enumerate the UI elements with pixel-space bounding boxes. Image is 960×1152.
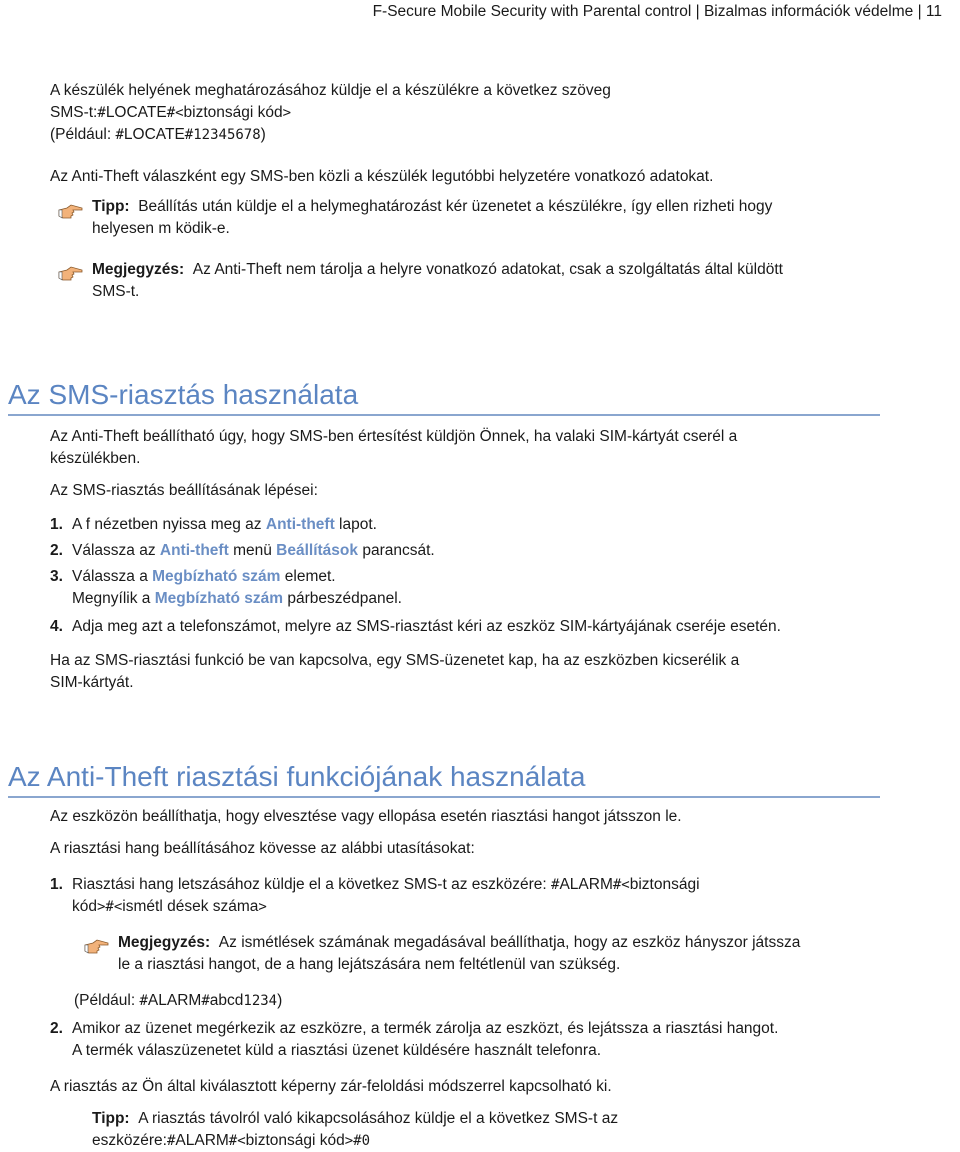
note-location-data: Megjegyzés: Az Anti-Theft nem tárolja a helyre vonatkozó adatokat, csak a szolgáltatás által küldött SMS-t. bbox=[92, 261, 783, 300]
step-item: 1. Riasztási hang letszásához küldje el a következ SMS-t az eszközére: #ALARM#<biztonsági kód>#<ismétl dések száma> bbox=[50, 876, 700, 915]
section-divider bbox=[8, 796, 880, 798]
tip-setup-check: Tipp: Beállítás után küldje el a helymeghatározást kér üzenetet a készülékre, így ellen rizheti hogy helyesen m ködik-e. bbox=[92, 198, 773, 237]
step-item: 3. Válassza a Megbízható szám elemet. Megnyílik a Megbízható szám párbeszédpanel. bbox=[50, 568, 402, 607]
section-title-sms-alert: Az SMS-riasztás használata bbox=[8, 379, 359, 410]
step-item: 2. Amikor az üzenet megérkezik az eszközre, a termék zárolja az eszközt, és lejátssza a riasztási hangot. A termék válaszüzenetet küld a riasztási üzenet küldésére használt telefonra. bbox=[50, 1020, 779, 1059]
pointing-hand-icon bbox=[84, 938, 110, 956]
section-title-alarm: Az Anti-Theft riasztási funkciójának használata bbox=[8, 761, 586, 792]
note-repeat-count: Megjegyzés: Az ismétlések számának megadásával beállíthatja, hogy az eszköz hányszor játssza le a riasztási hangot, de a hang lejátszására nem feltétlenül van szükség. bbox=[118, 934, 801, 973]
locate-example: (Például: #LOCATE#12345678) bbox=[50, 126, 266, 143]
locate-instruction: A készülék helyének meghatározásához küldje el a készülékre a következ szöveg bbox=[50, 82, 611, 99]
alarm-example: (Például: #ALARM#abcd1234) bbox=[74, 992, 283, 1009]
step-item: 1. A f nézetben nyissa meg az Anti-theft lapot. bbox=[50, 516, 377, 533]
running-header: F-Secure Mobile Security with Parental control | Bizalmas információk védelme | 11 bbox=[372, 3, 942, 20]
step-item: 2. Válassza az Anti-theft menü Beállítások parancsát. bbox=[50, 542, 435, 559]
section2-instructions: A riasztási hang beállításához kövesse az alábbi utasításokat: bbox=[50, 840, 475, 857]
section1-outro: Ha az SMS-riasztási funkció be van kapcsolva, egy SMS-üzenetet kap, ha az eszközben kicserélik a SIM-kártyát. bbox=[50, 652, 740, 691]
alarm-closing: A riasztás az Ön által kiválasztott képerny zár-feloldási módszerrel kapcsolható ki. bbox=[50, 1078, 612, 1095]
steps-heading: Az SMS-riasztás beállításának lépései: bbox=[50, 482, 318, 499]
section1-intro: Az Anti-Theft beállítható úgy, hogy SMS-ben értesítést küldjön Önnek, ha valaki SIM-kártyát cserél a készülékben. bbox=[50, 428, 738, 467]
pointing-hand-icon bbox=[58, 265, 84, 283]
tip-disable-alarm: Tipp: A riasztás távolról való kikapcsolásához küldje el a következ SMS-t az eszközére:#ALARM#<biztonsági kód>#0 bbox=[92, 1110, 619, 1149]
section-divider bbox=[8, 414, 880, 416]
locate-reply: Az Anti-Theft válaszként egy SMS-ben közli a készülék legutóbbi helyzetére vonatkozó adatokat. bbox=[50, 168, 714, 185]
section2-intro: Az eszközön beállíthatja, hogy elvesztése vagy ellopása esetén riasztási hangot játsszon le. bbox=[50, 808, 682, 825]
step-item: 4. Adja meg azt a telefonszámot, melyre az SMS-riasztást kéri az eszköz SIM-kártyájának cseréje esetén. bbox=[50, 618, 781, 635]
pointing-hand-icon bbox=[58, 203, 84, 221]
locate-command: SMS-t:#LOCATE#<biztonsági kód> bbox=[50, 104, 292, 121]
